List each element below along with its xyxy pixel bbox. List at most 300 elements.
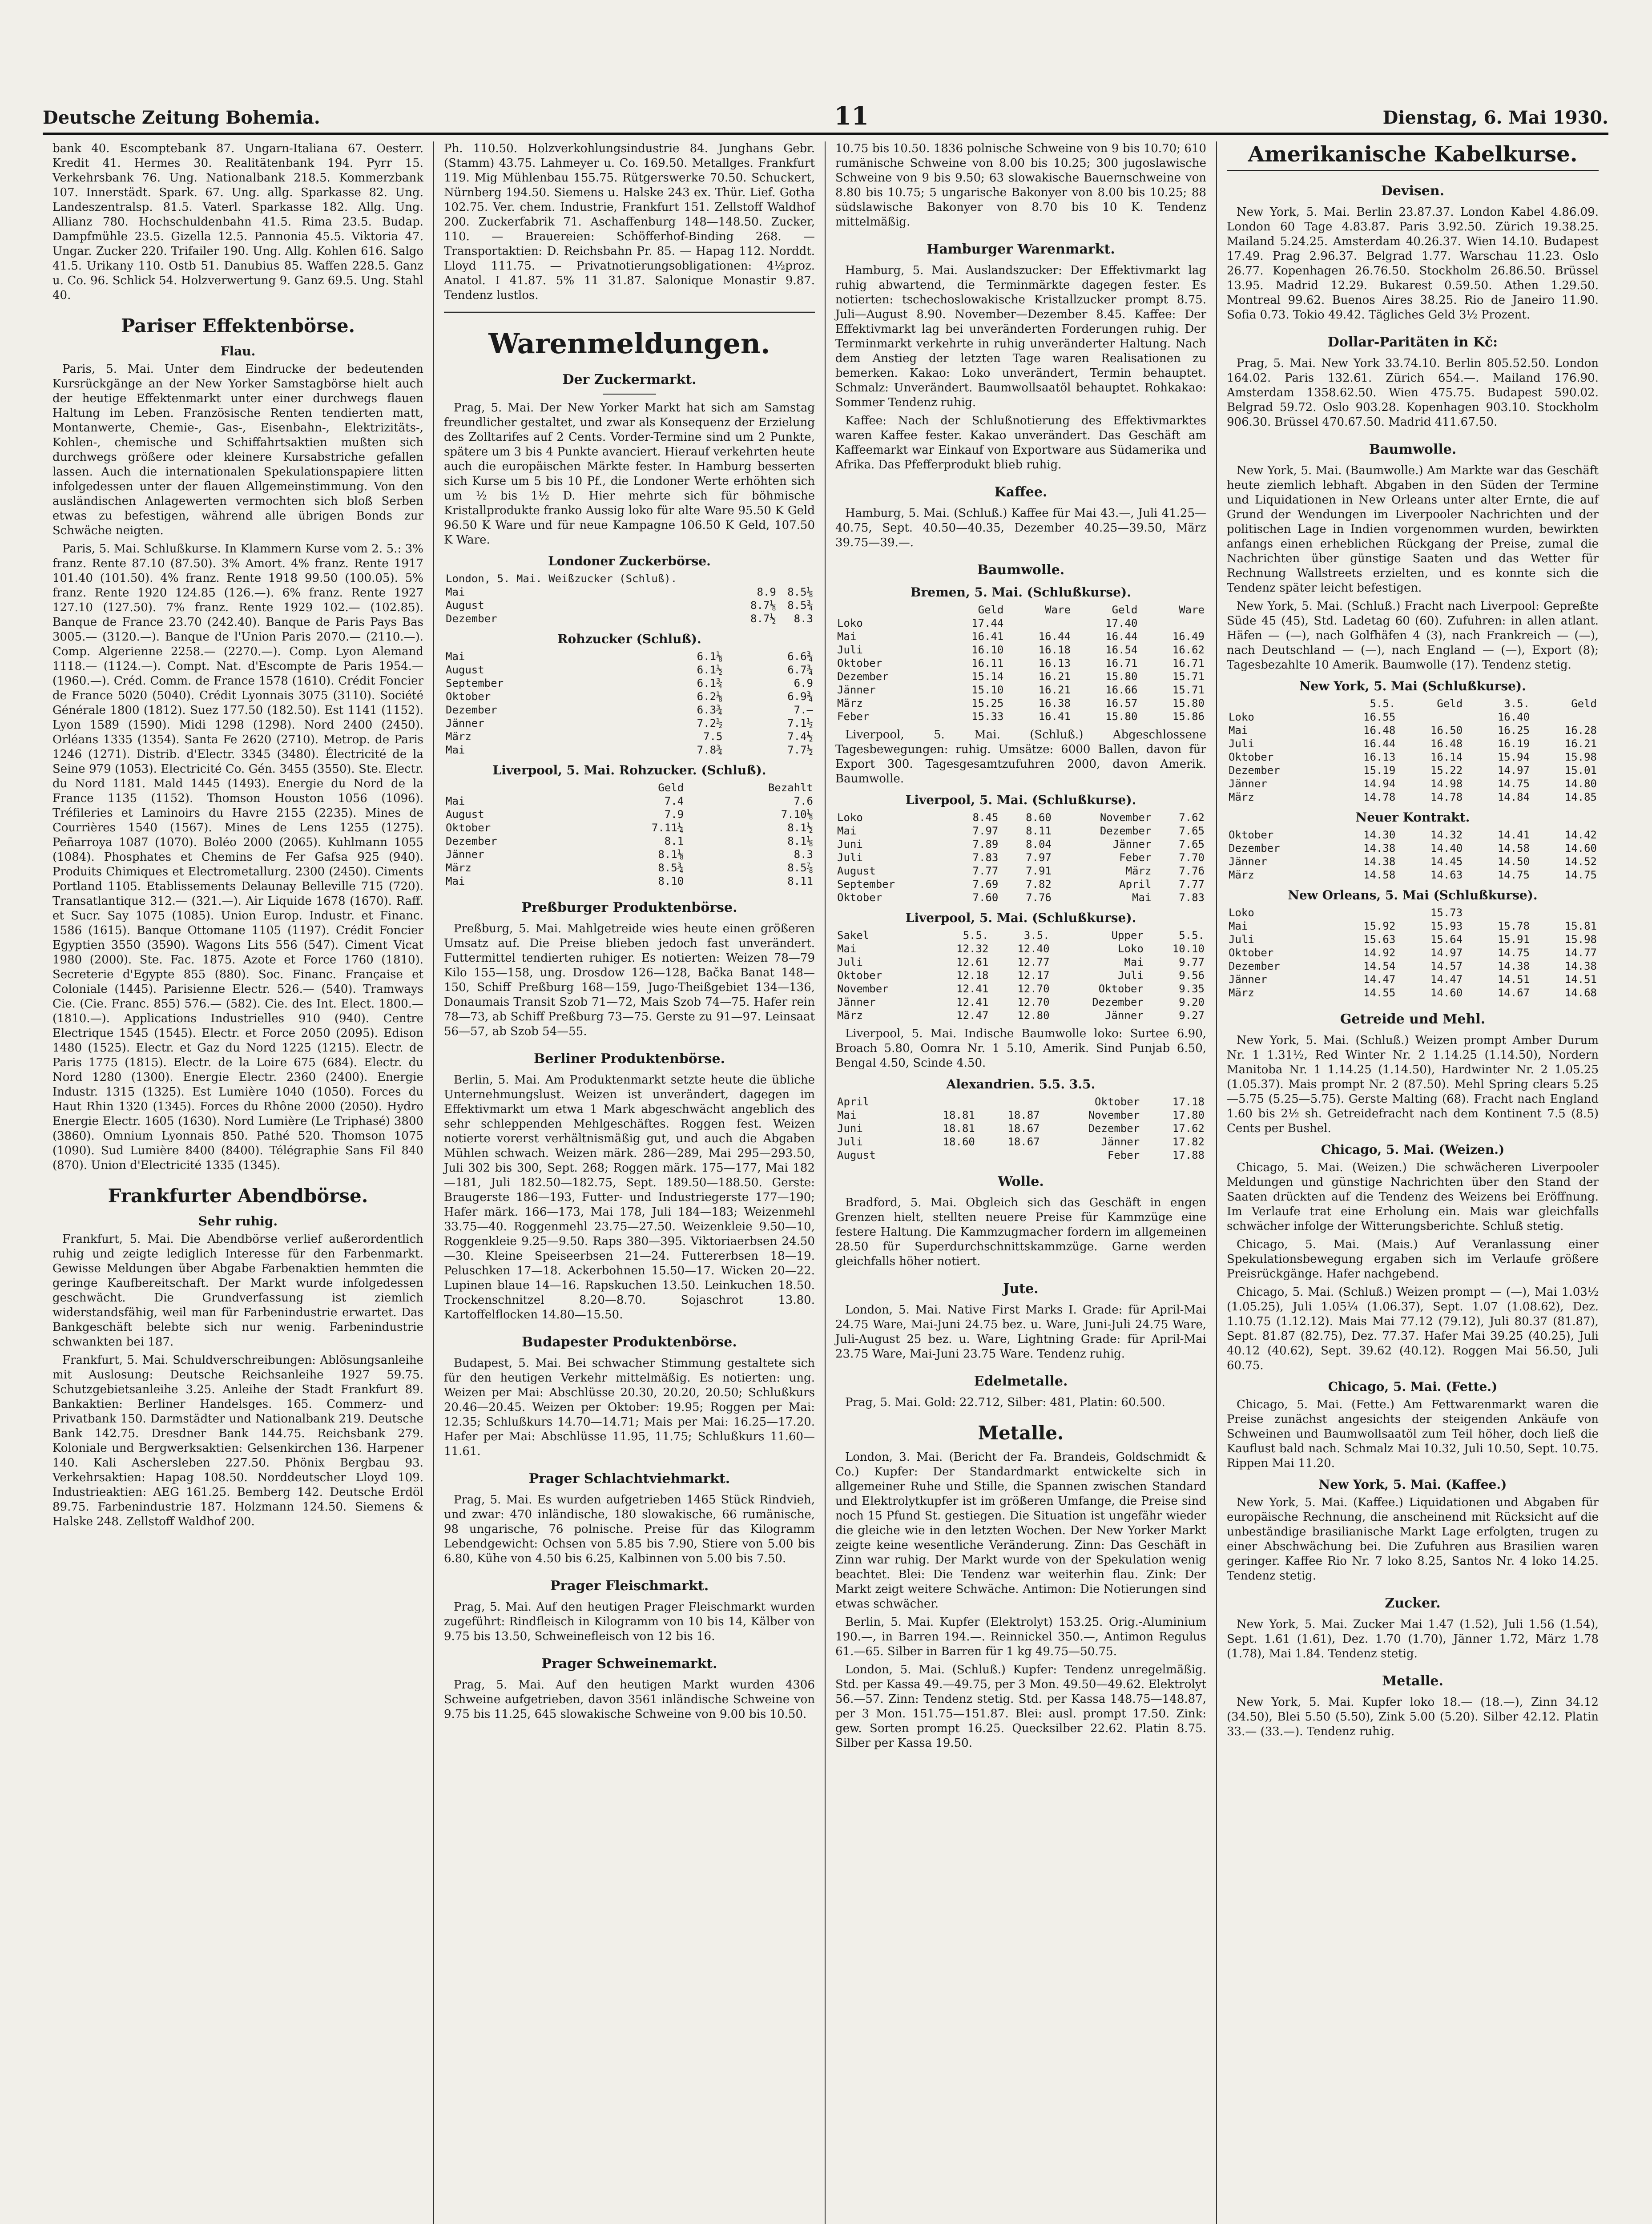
table-cell: 7.10⅛	[781, 808, 813, 821]
table-cell: 6.1¾	[697, 677, 723, 689]
table-cell: Juni	[837, 838, 863, 850]
table-cell: September	[837, 878, 895, 890]
table-cell: 7.91	[1026, 865, 1052, 877]
table-cell: 14.52	[1564, 855, 1597, 868]
table-row	[444, 848, 815, 861]
table-cell: 12.47	[956, 1009, 989, 1022]
table-row	[835, 710, 1206, 723]
table-cell: März	[1229, 987, 1254, 999]
table-cell: 7.82	[1026, 878, 1052, 890]
columns	[43, 141, 1608, 2224]
table-cell: 7.70	[1179, 851, 1205, 864]
table-cell: 15.63	[1363, 933, 1396, 946]
jute-report: London, 5. Mai. Native First Marks I. Grade: für April-Mai 24.75 Ware, Mai-Juni 24.75 bez. u. Ware, Juni-Juli 24.75 Ware, Juli-August 25 bez. u. Ware, Lightning Grade: für April-Mai 23.75 Ware, Mai-Juni 23.75 Ware. Tendenz ruhig.	[835, 1303, 1206, 1361]
table-row	[444, 650, 815, 663]
liverpool-zucker-heading: Liverpool, 5. Mai. Rohzucker. (Schluß).	[492, 763, 766, 778]
table-row	[1227, 973, 1599, 986]
table-cell: 18.67	[1007, 1122, 1040, 1135]
table-cell: 14.40	[1430, 842, 1463, 854]
table-cell: Upper	[1111, 929, 1144, 942]
table-cell: 16.50	[1430, 724, 1463, 737]
liverpool-zucker-table	[444, 781, 815, 888]
fett-heading: Chicago, 5. Mai. (Fette.)	[1328, 1379, 1498, 1394]
table-cell: 8.11	[1026, 825, 1052, 837]
table-cell: 9.27	[1179, 1009, 1205, 1022]
table-cell: November	[1100, 811, 1152, 824]
table-cell	[1330, 906, 1397, 919]
rohzucker-heading: Rohzucker (Schluß).	[557, 632, 701, 646]
table-cell: Dezember	[1088, 1122, 1140, 1135]
table-cell: 14.94	[1363, 778, 1396, 790]
table-cell: 7.76	[1179, 865, 1205, 877]
budapest-report: Budapest, 5. Mai. Bei schwacher Stimmung gestaltete sich für den heutigen Verkehr mittelmäßig. Es notierten: ung. Weizen per Mai: Abschlüsse 20.30, 20.20, 20.50; Schlußkurs 20.46—20.45. Weizen per Oktober: 19.95; Roggen per Mai: 12.35; Schlußkurs 14.70—14.71; Mais per Mai: 16.25—17.20. Hafer per Mai: Abschlüsse 11.95, 11.75; Schlußkurs 11.60—11.61.	[444, 1357, 815, 1458]
table-cell: 9.35	[1179, 983, 1205, 995]
table-row	[444, 599, 815, 612]
table-cell: 16.44	[1363, 737, 1396, 750]
table-cell: 17.80	[1172, 1109, 1205, 1121]
table-cell: 14.98	[1430, 778, 1463, 790]
table-cell: 9.20	[1179, 996, 1205, 1008]
table-cell: Mai	[446, 586, 465, 598]
table-cell: 16.44	[1105, 630, 1138, 643]
berlin-heading: Berliner Produktenbörse.	[533, 1051, 725, 1067]
table-cell: 14.58	[1363, 869, 1396, 881]
table-cell: Mai	[446, 795, 465, 807]
frankfurt-report: Frankfurt, 5. Mai. Die Abendbörse verlief außerordentlich ruhig und zeigte lediglich Interesse für den Farbenmarkt. Gewisse Meldungen über Abgabe Farbenaktien hemmten die geringe Kaufbereitschaft. Der Markt wurde infolgedessen geschwächt. Die Grundverfassung ist ziemlich widerstandsfähig, weil man für Farbenindustrie erwartet. Das Bankgeschäft belebte sich nur wenig. Farbenindustrie schwankten bei 187.	[52, 1233, 423, 1349]
table-cell: 12.80	[1017, 1009, 1050, 1022]
table-cell: Oktober	[837, 657, 882, 669]
table-cell: 7.69	[972, 878, 999, 890]
table-cell: 7.97	[972, 825, 999, 837]
table-cell: Loko	[837, 811, 863, 824]
london-zucker-heading: Londoner Zuckerbörse.	[548, 554, 711, 568]
table-cell: Feber	[837, 710, 870, 723]
table-cell: 16.54	[1105, 644, 1138, 656]
table-row	[835, 891, 1206, 904]
devisen-heading: Devisen.	[1381, 183, 1445, 199]
table-cell: 3.5.	[1504, 697, 1530, 710]
nkontr-heading: Neuer Kontrakt.	[1355, 810, 1470, 825]
table-cell: Juli	[1229, 737, 1254, 750]
table-cell: 7.9	[664, 808, 684, 821]
table-cell: April	[837, 1096, 870, 1108]
berlin-metalle-report: Berlin, 5. Mai. Kupfer (Elektrolyt) 153.25. Orig.-Aluminium 190.—, in Barren 194.—. Reinnickel 350.—, Antimon Regulus 61.—65. Silber in Barren für 1 kg 49.75—50.75.	[835, 1616, 1206, 1658]
table-cell: 6.6¾	[787, 650, 813, 663]
table-row	[1227, 828, 1599, 842]
table-row	[444, 690, 815, 703]
table-row	[835, 683, 1206, 697]
table-cell: 14.60	[1564, 842, 1597, 854]
table-cell: 16.10	[971, 644, 1004, 656]
table-cell: 15.14	[971, 670, 1004, 683]
table-row	[1227, 790, 1599, 804]
ny-kaffee-heading: New York, 5. Mai. (Kaffee.)	[1318, 1477, 1507, 1492]
pressburg-heading: Preßburger Produktenbörse.	[521, 900, 737, 915]
table-cell: 12.70	[1017, 983, 1050, 995]
table-row	[835, 616, 1206, 630]
table-cell	[778, 572, 815, 585]
table-cell: 8.1⅛	[658, 848, 684, 861]
table-cell	[741, 572, 778, 585]
table-cell: 9.56	[1179, 969, 1205, 982]
baumwolle-4-report: New York, 5. Mai. (Baumwolle.) Am Markte war das Geschäft heute ziemlich lebhaft. Abgaben in den Süden der Termine und Liquidationen in New Orleans unter alter Ernte, die auf Grund der Wendungen im Liverpooler Nachrichten und der politischen Lage in Indien vorgenommen wurden, bewirkten anfangs einen erheblichen Rückgang der Preise, zumal die Nachrichten über günstige Saaten und das Wetter für Rechnung Wallstreets erzielten, und es konnte sich die Tendenz später leicht befestigen.	[1227, 464, 1599, 595]
table-cell: Feber	[1119, 851, 1152, 864]
table-cell: 7.4	[664, 795, 684, 807]
table-row	[835, 630, 1206, 643]
ny-zucker-heading: Zucker.	[1385, 1595, 1441, 1611]
table-cell: Mai	[446, 744, 465, 756]
no-table	[1227, 906, 1599, 999]
table-cell: Mai	[446, 650, 465, 663]
table-cell: 8.5¾	[658, 862, 684, 874]
table-cell: 7.83	[1179, 891, 1205, 904]
liverpool-bw-table	[835, 811, 1206, 904]
table-cell: 8.5⅞	[787, 862, 813, 874]
table-cell: 15.86	[1172, 710, 1205, 723]
table-row	[1227, 764, 1599, 777]
table-cell	[912, 1095, 977, 1108]
bremen-heading: Bremen, 5. Mai. (Schlußkurse).	[910, 585, 1131, 600]
liverpool-bw2-heading: Liverpool, 5. Mai. (Schlußkurse).	[905, 911, 1136, 925]
table-cell: 8.10	[658, 875, 684, 887]
table-cell: Oktober	[1229, 947, 1274, 959]
table-row	[835, 1009, 1206, 1022]
column-2	[434, 141, 826, 2224]
table-cell: 15.22	[1430, 764, 1463, 777]
table-cell: 16.21	[1564, 737, 1597, 750]
budapest-heading: Budapester Produktenbörse.	[522, 1334, 737, 1350]
table-cell: Geld	[978, 604, 1004, 616]
edel-heading: Edelmetalle.	[974, 1374, 1068, 1389]
table-row	[1227, 919, 1599, 933]
table-cell: 15.19	[1363, 764, 1396, 777]
table-cell: November	[837, 983, 889, 995]
table-cell: 7.77	[972, 865, 999, 877]
table-cell: Jänner	[1229, 778, 1267, 790]
table-cell: Mai	[837, 943, 857, 955]
table-row	[444, 730, 815, 743]
schwein-report-cont: 10.75 bis 10.50. 1836 polnische Schweine von 9 bis 10.70; 610 rumänische Schweine von 8.00 bis 10.25; 300 jugoslawische Schweine von 9 bis 9.50; 63 slowakische Bauernschweine von 8.80 bis 10.75; 5 ungarische Bakonyer von 8.00 bis 10.25; 88 südslawische Bakonyer von 8.70 bis 10 K. Tendenz mittelmäßig.	[835, 142, 1206, 229]
table-cell: 15.73	[1430, 907, 1463, 919]
table-cell: 8.04	[1026, 838, 1052, 850]
masthead-date: Dienstag, 6. Mai 1930.	[1382, 107, 1608, 128]
table-cell: Juli	[1118, 969, 1144, 982]
metalle-report: London, 3. Mai. (Bericht der Fa. Brandeis, Goldschmidt & Co.) Kupfer: Der Standardmarkt entwickelte sich in allgemeiner Ruhe und Stille, die Spannen zwischen Standard und Elektrolytkupfer ist im größeren Umfange, die Preise sind noch 15 Pfund St. gestiegen. Die Situation ist ungefähr wieder die gleiche wie in den letzten Wochen. Der New Yorker Markt zeigte keine wesentliche Veränderung. Zinn: Das Geschäft in Zinn war ruhig. Der Markt wurde von der Spekulation wenig beachtet. Blei: Die Tendenz war weiterhin flau. Zink: Der Markt zeigt weitere Schwäche. Antimon: Die Notierungen sind etwas schwächer.	[835, 1450, 1206, 1611]
table-cell: Mai	[1229, 724, 1248, 737]
dollar-report: Prag, 5. Mai. New York 33.74.10. Berlin 805.52.50. London 164.02. Paris 132.61. Zürich 654.—. Mailand 176.90. Amsterdam 1358.62.50. Wien 475.75. Budapest 590.02. Belgrad 59.72. Oslo 903.28. Kopenhagen 903.10. Stockholm 906.30. Brüssel 470.67.50. Madrid 411.67.50.	[1227, 357, 1599, 429]
table-cell: 8.45	[972, 811, 999, 824]
table-cell: 8.3	[794, 848, 813, 861]
prag-vieh-heading: Prager Schlachtviehmarkt.	[528, 1471, 730, 1487]
table-cell: April	[1119, 878, 1152, 890]
table-row	[444, 585, 815, 599]
table-cell: März	[1229, 869, 1254, 881]
alex-heading: Alexandrien. 5.5. 3.5.	[946, 1077, 1096, 1092]
table-cell: Mai	[837, 1109, 857, 1121]
column-4	[1217, 141, 1608, 2224]
table-cell: Jänner	[446, 848, 484, 861]
table-cell	[977, 1148, 1042, 1162]
table-cell: Jänner	[837, 996, 876, 1008]
table-cell: 15.92	[1363, 920, 1396, 932]
table-row	[444, 677, 815, 690]
table-row	[835, 657, 1206, 670]
table-cell: 16.40	[1497, 711, 1530, 723]
frankfurt-quotes-cont: Ph. 110.50. Holzverkohlungsindustrie 84. Junghans Gebr. (Stamm) 43.75. Lahmeyer u. Co. 169.50. Metallges. Frankfurt 119. Mig Mühlenbau 155.75. Rütgerswerke 70.50. Schuckert, Nürnberg 194.50. Siemens u. Halske 243 ex. Thür. Lief. Gotha 102.75. Ver. chem. Industrie, Frankfurt 151. Zellstoff Waldhof 200. Zuckerfabrik 71. Aschaffenburg 148—148.50. Zucker, 110. — Brauereien: Schöfferhof-Binding 268. — Transportaktien: D. Reichsbahn Pr. 85. — Hapag 112. Norddt. Lloyd 111.75. — Privatnotierungsobligationen: 4½proz. Anatol. I 41.87. 5% 11 31.87. Salonique Monastir 9.87. Tendenz lustlos.	[444, 142, 815, 302]
kaffee-report: Hamburg, 5. Mai. (Schluß.) Kaffee für Mai 43.—, Juli 41.25—40.75, Sept. 40.50—40.35, Dezember 40.25—39.50, März 39.75—39.—.	[835, 507, 1206, 549]
column-1	[43, 141, 434, 2224]
table-row	[835, 969, 1206, 982]
wolle-report: Bradford, 5. Mai. Obgleich sich das Geschäft in engen Grenzen hielt, stellten neuere Preise für Kammzüge eine festere Haltung. Die Kammzugmacher fordern im allgemeinen 28.50 für Superdurchschnittskammzüge. Garne werden gleichfalls höher notiert.	[835, 1196, 1206, 1268]
table-cell: 7.8¾	[697, 744, 723, 756]
frankfurt-quotes: Frankfurt, 5. Mai. Schuldverschreibungen: Ablösungsanleihe mit Auslosung: Deutsche Reichsanleihe 1927 59.75. Schutzgebietsanleihe 3.25. Anleihe der Stadt Frankfurt 89. Bankaktien: Berliner Handelsges. 165. Commerz- und Privatbank 150. Darmstädter und Nationalbank 219. Deutsche Bank 142.75. Dresdner Bank 144.75. Reichsbank 279. Koloniale und Bergwerksaktien: Gelsenkirchen 136. Harpener 140. Kali Aschersleben 227.50. Phönix Bergbau 93. Verkehrsaktien: Hapag 108.50. Norddeutscher Lloyd 109. Industrieaktien: AEG 161.25. Bemberg 142. Deutsche Erdöl 89.75. Farbenindustrie 187. Holzmann 124.50. Siemens & Halske 248. Zellstoff Waldhof 200.	[52, 1354, 423, 1528]
table-row	[1227, 724, 1599, 737]
table-cell: 8.11	[787, 875, 813, 887]
ny-kaffee-report: New York, 5. Mai. (Kaffee.) Liquidationen und Abgaben für europäische Rechnung, die anscheinend mit Rücksicht auf die unbeständige brasilianische Markt Lage erfolgten, trugen zu einer Abschwächung bei. Die Zufuhren aus Brasilien waren geringer. Kaffee Rio Nr. 7 loko 8.25, Santos Nr. 4 loko 14.25. Tendenz stetig.	[1227, 1496, 1599, 1583]
table-cell: 6.9¾	[787, 690, 813, 703]
table-cell: 15.78	[1497, 920, 1530, 932]
table-cell: 14.84	[1497, 791, 1530, 803]
table-cell: 8.5⅛	[787, 586, 813, 598]
table-cell: 16.48	[1430, 737, 1463, 750]
baumwolle-4-heading: Baumwolle.	[1369, 442, 1457, 457]
table-cell: 14.38	[1497, 960, 1530, 972]
table-cell: 14.60	[1430, 987, 1463, 999]
table-cell: 16.28	[1564, 724, 1597, 737]
table-cell: Oktober	[1229, 751, 1274, 763]
table-cell: 14.51	[1497, 973, 1530, 986]
prag-vieh-report: Prag, 5. Mai. Es wurden aufgetrieben 1465 Stück Rindvieh, und zwar: 470 inländische, 180 slowakische, 66 rumänische, 98 ungarische, 76 polnische. Preise für das Kilogramm Lebendgewicht: Ochsen von 5.85 bis 7.90, Stiere von 5.00 bis 6.80, Kühe von 4.50 bis 6.25, Kalbinnen von 5.00 bis 7.50.	[444, 1493, 815, 1565]
table-cell: August	[446, 664, 484, 676]
table-row	[444, 743, 815, 757]
table-cell: 8.5¾	[787, 599, 813, 612]
table-row	[835, 1122, 1206, 1135]
divider	[444, 311, 815, 313]
baumwolle-4-report-2: New York, 5. Mai. (Schluß.) Fracht nach Liverpool: Gepreßte Süde 45 (45), Std. Ladetag 60 (60). Zufuhren: in allen atlant. Häfen — (—), nach Golfhäfen 4 (3), nach Frankreich — (—), nach Deutschland — (—), nach England — (—), Export (8); Tagesbezahlte 10 Amerik. Baumwolle (17). Tendenz stetig.	[1227, 600, 1599, 672]
table-cell: Dezember	[1229, 842, 1280, 854]
table-cell: März	[446, 862, 471, 874]
table-row	[1227, 855, 1599, 868]
table-cell: 15.91	[1497, 933, 1530, 946]
rule	[603, 394, 656, 395]
table-cell: 16.57	[1105, 697, 1138, 709]
liverpool-bw-report: Liverpool, 5. Mai. (Schluß.) Abgeschlossene Tagesbewegungen: ruhig. Umsätze: 6000 Ballen, davon für Export 300. Tagesgesamtzufuhren 2000, davon Amerik. Baumwolle.	[835, 728, 1206, 786]
table-row	[835, 670, 1206, 683]
table-cell: 14.85	[1564, 791, 1597, 803]
table-cell: 17.18	[1172, 1096, 1205, 1108]
table-cell: 15.71	[1172, 684, 1205, 696]
table-cell: 6.7¾	[787, 664, 813, 676]
table-cell: 14.51	[1564, 973, 1597, 986]
table-cell	[977, 1095, 1042, 1108]
table-cell: Dezember	[446, 612, 497, 625]
table-cell: 15.93	[1430, 920, 1463, 932]
table-cell: 16.13	[1038, 657, 1071, 669]
table-cell: März	[446, 730, 471, 743]
table-row	[444, 808, 815, 821]
table-row	[835, 995, 1206, 1009]
bremen-table	[835, 603, 1206, 723]
table-cell: Dezember	[1229, 960, 1280, 972]
table-cell: Jänner	[1112, 838, 1152, 850]
table-cell: 16.21	[1038, 670, 1071, 683]
table-cell: 7.7½	[787, 744, 813, 756]
table-row	[835, 851, 1206, 864]
table-cell: 14.38	[1363, 855, 1396, 868]
table-cell: 16.14	[1430, 751, 1463, 763]
paris-report: Paris, 5. Mai. Unter dem Eindrucke der bedeutenden Kursrückgänge an der New Yorker Samstagbörse hielt auch der heutige Effektenmarkt unter einer durchwegs flauen Haltung im Leben. Französische Renten tendierten matt, Montanwerte, Chemie-, Gas-, Eisenbahn-, Elektrizitäts-, Kohlen-, chemische und Schiffahrtsaktien mußten sich durchwegs größere oder kleinere Kursabstriche gefallen lassen. Auch die internationalen Spekulationspapiere litten infolgedessen unter der flauen Allgemeinstimmung. Von den ausländischen Anlagewerten vermochten sich bloß Serben etwas zu befestigen, während alle übrigen Bonds zur Schwäche neigten.	[52, 363, 423, 537]
ny-table	[1227, 697, 1599, 804]
hamburg-report-2: Kaffee: Nach der Schlußnotierung des Effektivmarktes waren Kaffee fester. Kakao unverändert. Das Geschäft am Kaffeemarkt war Einkauf von Exportware aus Südamerika und Afrika. Das Pfefferprodukt blieb ruhig.	[835, 414, 1206, 471]
table-cell: 15.33	[971, 710, 1004, 723]
table-cell: 8.7½	[750, 612, 776, 625]
table-cell: 14.45	[1430, 855, 1463, 868]
table-cell: 17.82	[1172, 1136, 1205, 1148]
table-cell: August	[446, 808, 484, 821]
table-cell: 12.18	[956, 969, 989, 982]
table-cell: 8.1	[664, 835, 684, 847]
table-cell: 7.65	[1179, 838, 1205, 850]
table-cell: Loko	[1118, 943, 1144, 955]
table-cell: 16.44	[1038, 630, 1071, 643]
table-cell: 16.71	[1172, 657, 1205, 669]
table-cell: 8.1⅛	[787, 835, 813, 847]
table-row	[1227, 868, 1599, 882]
table-cell: Loko	[1229, 907, 1254, 919]
table-row	[1227, 737, 1599, 750]
table-row	[835, 1135, 1206, 1148]
table-cell: Dezember	[446, 835, 497, 847]
table-row	[444, 663, 815, 677]
table-cell: Jänner	[1105, 1009, 1144, 1022]
table-cell: 8.60	[1026, 811, 1052, 824]
kabel-heading: Amerikanische Kabelkurse.	[1227, 141, 1599, 171]
table-row	[444, 717, 815, 730]
metalle-4-report: New York, 5. Mai. Kupfer loko 18.— (18.—), Zinn 34.12 (34.50), Blei 5.50 (5.50), Zink 5.00 (5.20). Silber 42.12. Platin 33.— (33.—). Tendenz ruhig.	[1227, 1696, 1599, 1738]
hamburg-heading: Hamburger Warenmarkt.	[927, 242, 1115, 257]
frankfurt-subhead: Sehr ruhig.	[198, 1214, 278, 1229]
table-cell: Oktober	[446, 690, 491, 703]
table-cell: 18.87	[1007, 1109, 1040, 1121]
table-cell: Oktober	[837, 891, 882, 904]
table-cell: März	[1125, 865, 1152, 877]
table-cell: Juli	[1229, 933, 1254, 946]
paris-subhead: Flau.	[220, 344, 256, 359]
table-cell: 10.10	[1172, 943, 1205, 955]
table-cell: Juli	[837, 644, 863, 656]
table-cell: 14.77	[1564, 947, 1597, 959]
ny-zucker-report: New York, 5. Mai. Zucker Mai 1.47 (1.52), Juli 1.56 (1.54), Sept. 1.61 (1.61), Dez. 1.70 (1.70), Jänner 1.72, März 1.78 (1.78), Mai 1.84. Tendenz stetig.	[1227, 1618, 1599, 1660]
table-cell: Mai	[1229, 920, 1248, 932]
table-cell: 7.76	[1026, 891, 1052, 904]
table-cell: 18.81	[943, 1109, 975, 1121]
table-cell: 15.81	[1564, 920, 1597, 932]
table-cell: Jänner	[1229, 973, 1267, 986]
table-row	[835, 955, 1206, 969]
table-cell: Feber	[1107, 1149, 1140, 1161]
zucker-heading: Der Zuckermarkt.	[562, 372, 697, 387]
table-cell: 12.41	[956, 983, 989, 995]
table-cell: 14.57	[1430, 960, 1463, 972]
table-row	[835, 942, 1206, 955]
table-cell: 15.71	[1172, 670, 1205, 683]
table-cell: 12.40	[1017, 943, 1050, 955]
table-row	[1227, 906, 1599, 919]
table-cell: Loko	[1229, 711, 1254, 723]
table-cell: Geld	[1437, 697, 1463, 710]
table-cell: Ware	[1179, 604, 1205, 616]
nkontr-table	[1227, 828, 1599, 882]
table-cell: London, 5. Mai. Weißzucker (Schluß).	[446, 572, 677, 585]
fleisch-heading: Prager Fleischmarkt.	[550, 1578, 709, 1594]
table-cell: 14.50	[1497, 855, 1530, 868]
table-cell: 15.80	[1105, 710, 1138, 723]
table-cell: 14.30	[1363, 829, 1396, 841]
budapest-quotes: bank 40. Escomptebank 87. Ungarn-Italiana 67. Oesterr. Kredit 41. Hermes 30. Realitätenbank 194. Pyrr 15. Verkehrsbank 76. Ung. Nationalbank 218.5. Kommerzbank 107. Innerstädt. Spark. 67. Ung. allg. Sparkasse 82. Ung. Landeszentralsp. 81.5. Vaterl. Sparkasse 182. Allg. Ung. Allianz 780. Hochschuldenbahn 41.5. Rima 23.5. Budap. Dampfmühle 23.5. Gizella 12.5. Pannonia 45.5. Viktoria 47. Ungar. Zucker 220. Trifailer 190. Ung. Allg. Kohlen 616. Salgo 41.5. Urikany 110. Ostb 51. Danubius 85. Waffen 228.5. Ganz u. Co. 96. Schlick 54. Holzverwertung 9. Ganz 69.5. Ung. Stahl 40.	[52, 142, 423, 302]
table-cell: Jänner	[446, 717, 484, 729]
table-row	[835, 811, 1206, 824]
table-cell	[1397, 710, 1464, 724]
table-cell: 8.3	[794, 612, 813, 625]
hamburg-report: Hamburg, 5. Mai. Auslandszucker: Der Effektivmarkt lag ruhig abwartend, die Terminmärkte dagegen fester. Es notierten: tschechoslowakische Kristallzucker prompt 8.75. Juli—August 8.90. November—Dezember 8.45. Kaffee: Der Effektivmarkt lag bei unveränderten Forderungen ruhig. Der Terminmarkt verkehrte in ruhig unveränderter Haltung. Nach dem Anstieg der letzten Tage waren Realisationen zu bemerken. Kakao: Loko unverändert, Termin behauptet. Schmalz: Unverändert. Baumwollsaatöl behauptet. Rohkakao: Sommer Tendenz ruhig.	[835, 264, 1206, 409]
devisen-report: New York, 5. Mai. Berlin 23.87.37. London Kabel 4.86.09. London 60 Tage 4.83.87. Paris 3.92.50. Zürich 19.38.25. Mailand 5.24.25. Amsterdam 40.26.37. Wien 14.10. Budapest 17.49. Prag 2.96.37. Belgrad 1.77. Warschau 11.23. Oslo 26.77. Kopenhagen 26.76.50. Stockholm 26.86.50. Brüssel 13.95. Madrid 12.29. Bukarest 0.59.50. Athen 1.29.50. Montreal 99.62. Buenos Aires 38.25. Rio de Janeiro 11.90. Sofia 0.73. Tokio 49.42. Tägliches Geld 3½ Prozent.	[1227, 205, 1599, 322]
table-cell	[1464, 906, 1531, 919]
table-cell: 15.10	[971, 684, 1004, 696]
table-cell: 16.13	[1363, 751, 1396, 763]
masthead-title: Deutsche Zeitung Bohemia.	[43, 107, 320, 128]
table-cell: 8.1½	[787, 822, 813, 834]
table-cell: 7.83	[972, 851, 999, 864]
table-cell: 12.61	[956, 956, 989, 968]
table-cell: 7.60	[972, 891, 999, 904]
table-cell: 14.55	[1363, 987, 1396, 999]
table-cell: Geld	[658, 782, 684, 794]
table-cell: 6.9	[794, 677, 813, 689]
table-cell: 7.65	[1179, 825, 1205, 837]
table-cell: 3.5.	[1023, 929, 1050, 942]
table-row	[1227, 946, 1599, 959]
table-cell: März	[837, 697, 863, 709]
table-cell: 16.66	[1105, 684, 1138, 696]
liverpool-bw-heading: Liverpool, 5. Mai. (Schlußkurse).	[905, 793, 1136, 807]
table-cell: 16.11	[971, 657, 1004, 669]
table-cell: 5.5.	[963, 929, 989, 942]
table-cell: 15.98	[1564, 933, 1597, 946]
table-cell: 14.47	[1430, 973, 1463, 986]
table-cell: Jänner	[1229, 855, 1267, 868]
table-row	[444, 861, 815, 874]
table-cell: 16.18	[1038, 644, 1071, 656]
warenmeldungen-heading: Warenmeldungen.	[488, 327, 770, 360]
wolle-heading: Wolle.	[998, 1174, 1044, 1189]
paris-heading: Pariser Effektenbörse.	[121, 315, 355, 337]
table-cell: Sakel	[837, 929, 870, 942]
table-cell: 14.38	[1564, 960, 1597, 972]
getreide-report: New York, 5. Mai. (Schluß.) Weizen prompt Amber Durum Nr. 1 1.31½, Red Winter Nr. 2 1.14.25 (1.14.50), Nordern Manitoba Nr. 1 1.14.25 (1.14.50), Hardwinter Nr. 2 1.05.25 (1.05.37). Mais prompt Nr. 2 (87.50). Mehl Spring clears 5.25—5.75 (5.25—5.75). Gerste Malting (68). Fracht nach England 1.60 bis 2½ sh. Getreidefracht nach dem Kontinent 7.5 (8.5) Cents per Bushel.	[1227, 1034, 1599, 1135]
table-row	[835, 603, 1206, 616]
table-cell: 12.17	[1017, 969, 1050, 982]
table-row	[1227, 842, 1599, 855]
jute-heading: Jute.	[1003, 1281, 1039, 1297]
table-cell: 17.88	[1172, 1149, 1205, 1161]
alex-table	[835, 1095, 1206, 1162]
table-row	[1227, 986, 1599, 999]
table-cell: 16.49	[1172, 630, 1205, 643]
table-cell: August	[837, 865, 876, 877]
table-row	[444, 874, 815, 888]
table-row	[835, 1108, 1206, 1122]
table-cell: 7.—	[794, 704, 813, 716]
